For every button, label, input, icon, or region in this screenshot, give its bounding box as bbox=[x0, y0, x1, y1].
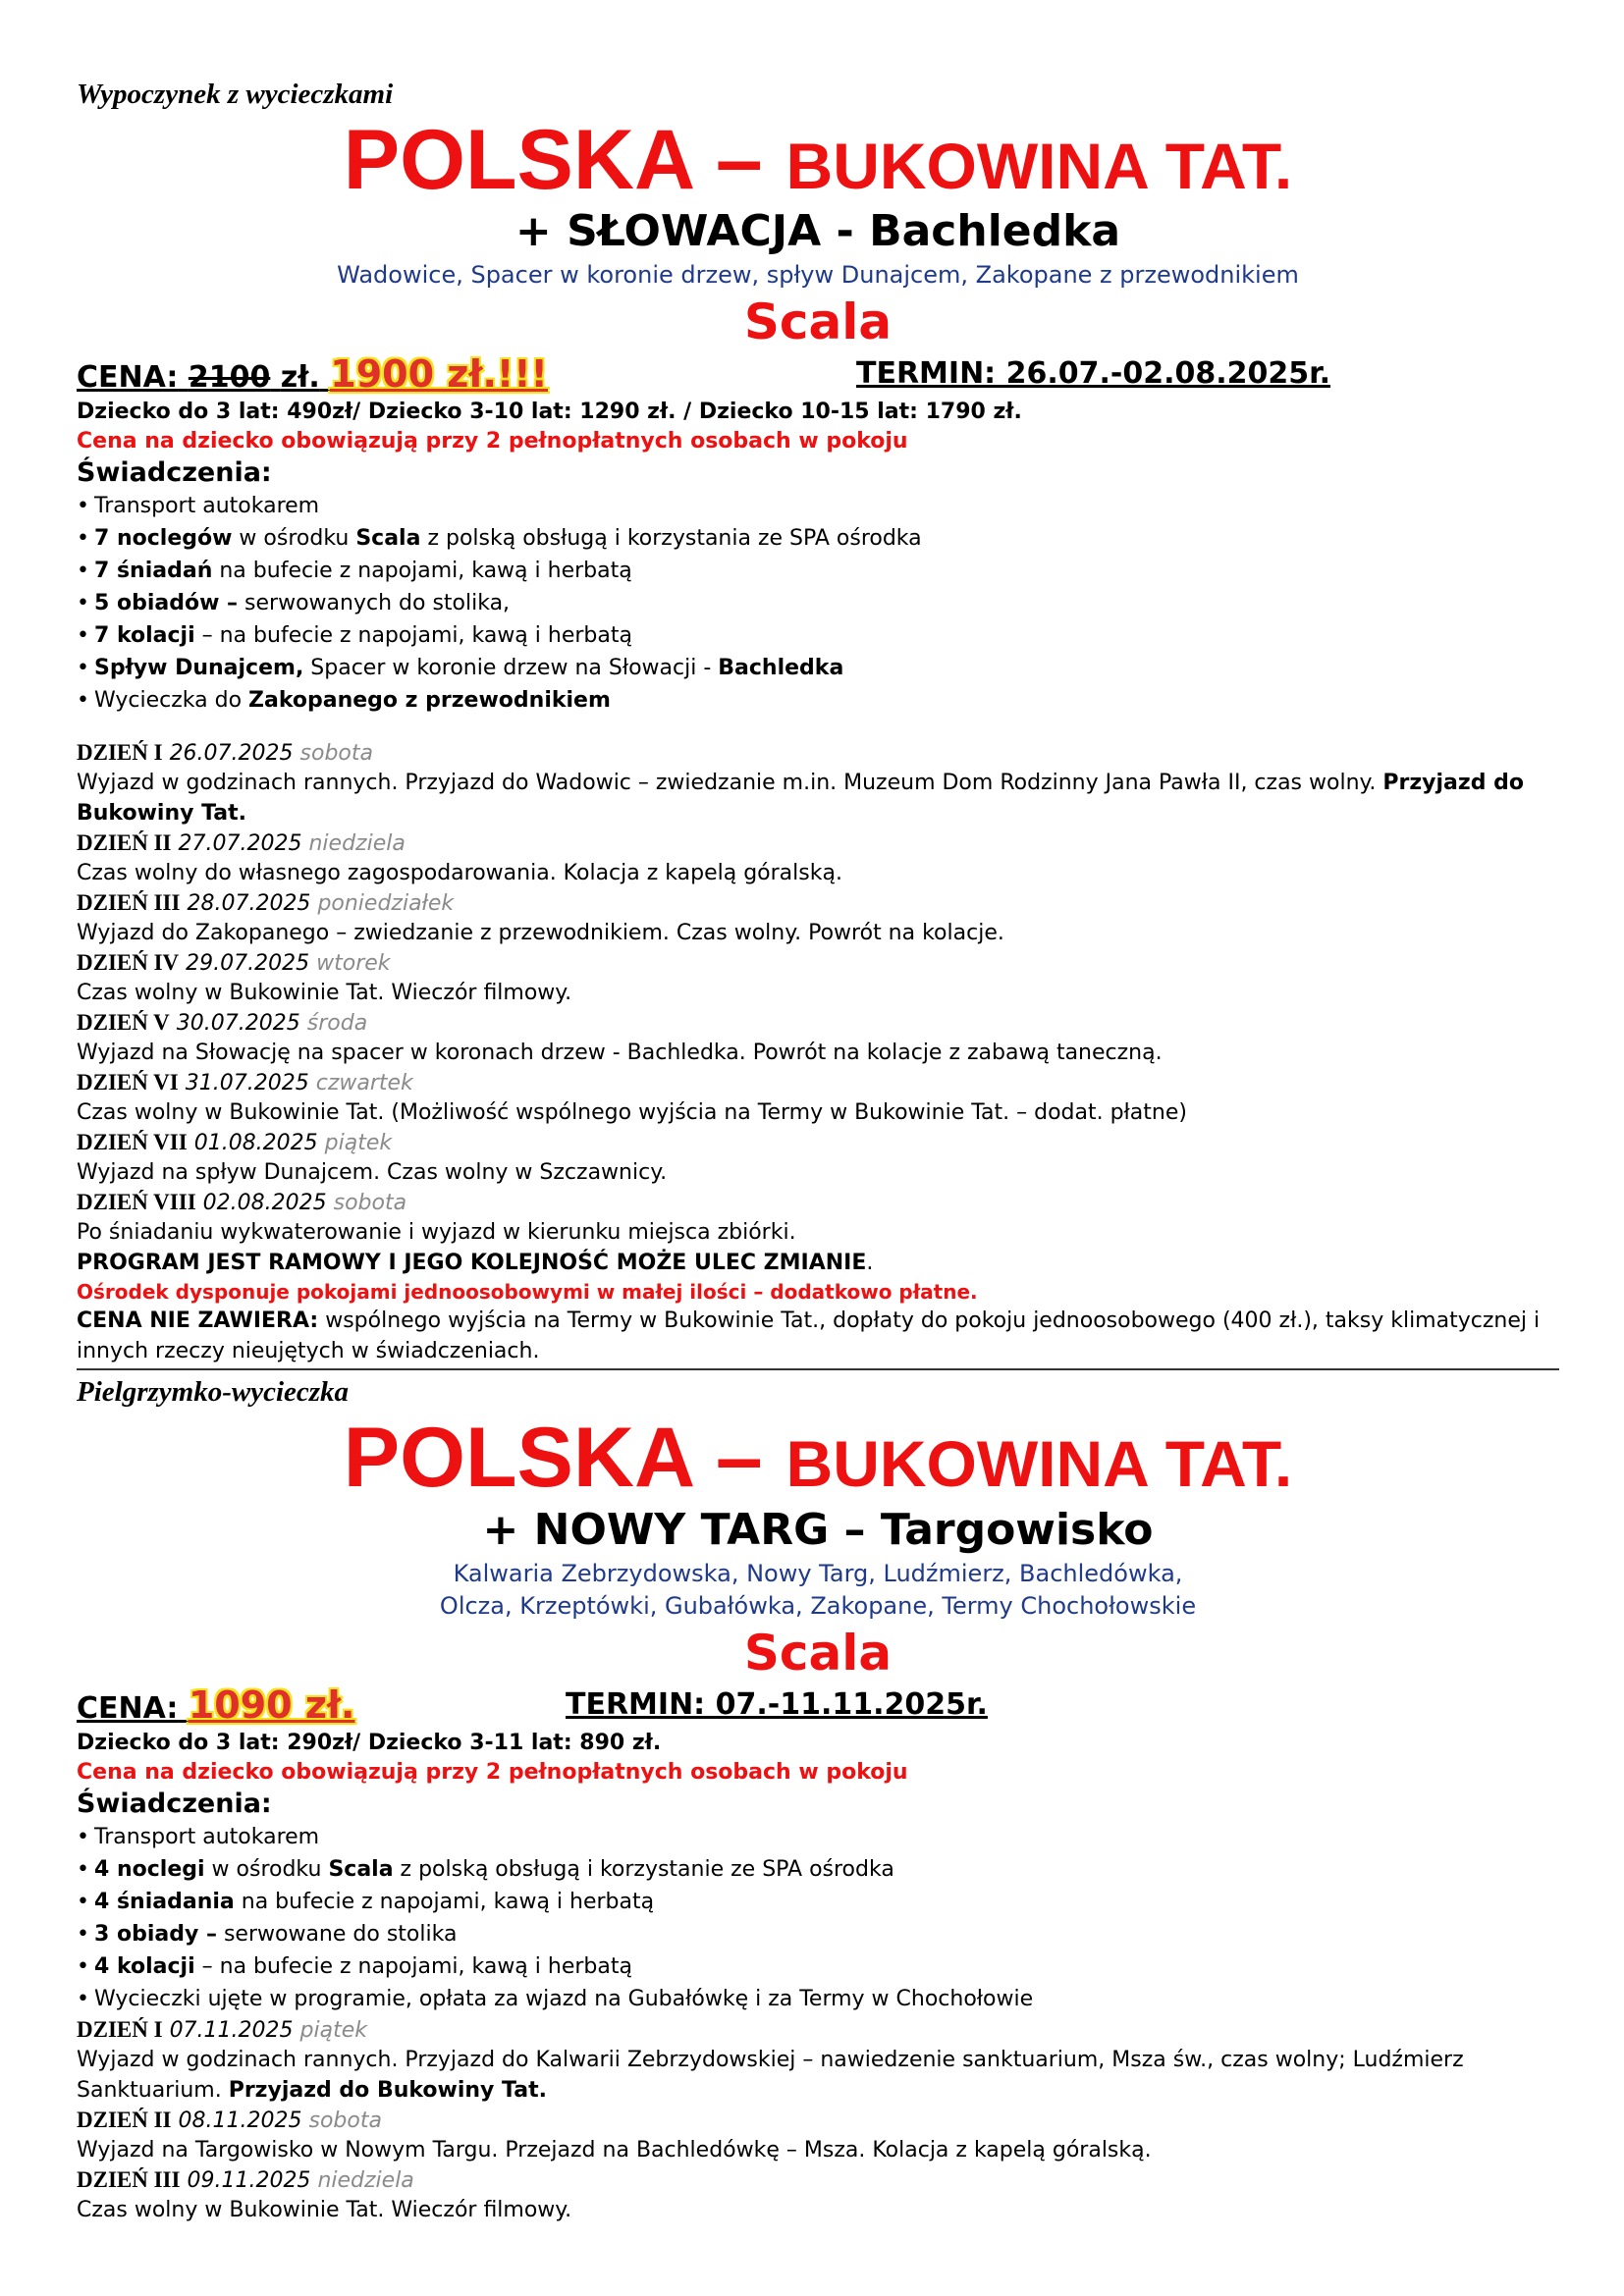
day-block bbox=[77, 2165, 1559, 2225]
offer-1-title-country: POLSKA – bbox=[343, 113, 786, 207]
day-weekday: czwartek bbox=[315, 1071, 413, 1096]
day-date: 28.07.2025 bbox=[187, 891, 311, 917]
day-description: Wyjazd na spływ Dunajcem. Czas wolny w Szczawnicy. bbox=[77, 1160, 668, 1186]
day-date: 29.07.2025 bbox=[186, 951, 310, 977]
offer-1-price-row bbox=[77, 352, 1559, 398]
list-item: • Wycieczki ujęte w programie, opłata za wjazd na Gubałówkę i za Termy w Chochołowie bbox=[77, 1983, 1559, 2015]
day-description: Czas wolny w Bukowinie Tat. (Możliwość wspólnego wyjścia na Termy w Bukowinie Tat. – dodat. płatne) bbox=[77, 1100, 1187, 1126]
day-date: 26.07.2025 bbox=[169, 741, 294, 767]
day-name: DZIEŃ V bbox=[77, 1010, 170, 1036]
day-name: DZIEŃ VI bbox=[77, 1070, 179, 1095]
program-note: PROGRAM JEST RAMOWY I JEGO KOLEJNOŚĆ MOŻE ULEC ZMIANIE. bbox=[77, 1251, 874, 1276]
day-block bbox=[77, 948, 1559, 1008]
list-item: • 3 obiady – serwowane do stolika bbox=[77, 1918, 1559, 1950]
bullet-icon: • bbox=[77, 656, 89, 681]
offer-1-benefits-list bbox=[77, 490, 1559, 717]
day-date: 01.08.2025 bbox=[193, 1131, 318, 1156]
price-exclusions bbox=[77, 1306, 1559, 1366]
day-weekday: środa bbox=[306, 1011, 368, 1037]
day-description: Wyjazd na Targowisko w Nowym Targu. Przejazd na Bachledówkę – Msza. Kolacja z kapelą góralską. bbox=[77, 2137, 1152, 2163]
old-price: 2100 bbox=[188, 360, 271, 396]
day-date: 31.07.2025 bbox=[185, 1071, 309, 1096]
day-date: 02.08.2025 bbox=[202, 1191, 327, 1216]
day-block bbox=[77, 1128, 1559, 1188]
day-weekday: sobota bbox=[308, 2108, 382, 2133]
offer-1-child-price-note: Cena na dziecko obowiązują przy 2 pełnopłatnych osobach w pokoju bbox=[77, 429, 908, 454]
day-name: DZIEŃ VIII bbox=[77, 1190, 196, 1215]
day-block bbox=[77, 1188, 1559, 1248]
list-item: • Transport autokarem bbox=[77, 490, 1559, 522]
offer-1-subtitle: + SŁOWACJA - Bachledka bbox=[514, 206, 1121, 257]
day-weekday: piątek bbox=[299, 2017, 367, 2043]
old-price-unit: zł. bbox=[280, 360, 320, 396]
list-item: • 4 śniadania na bufecie z napojami, kawą i herbatą bbox=[77, 1886, 1559, 1918]
day-description: Wyjazd do Zakopanego – zwiedzanie z przewodnikiem. Czas wolny. Powrót na kolacje. bbox=[77, 921, 1004, 946]
list-item: • Transport autokarem bbox=[77, 1821, 1559, 1853]
list-item: • Wycieczka do Zakopanego z przewodnikiem bbox=[77, 684, 1559, 717]
bullet-icon: • bbox=[77, 591, 89, 616]
offer-2-places-line: Kalwaria Zebrzydowska, Nowy Targ, Ludźmierz, Bachledówka, bbox=[453, 1559, 1183, 1587]
offer-2-term: TERMIN: 07.-11.11.2025r. bbox=[566, 1686, 988, 1722]
offer-2-hotel: Scala bbox=[743, 1624, 893, 1682]
day-block bbox=[77, 888, 1559, 948]
bullet-icon: • bbox=[77, 1986, 89, 2011]
offer-2-title-country: POLSKA – bbox=[343, 1411, 786, 1506]
offer-2-title-destination: BUKOWINA TAT. bbox=[785, 1427, 1293, 1501]
offer-1-child-prices: Dziecko do 3 lat: 490zł/ Dziecko 3-10 lat: 1290 zł. / Dziecko 10-15 lat: 1790 zł. bbox=[77, 400, 1022, 425]
day-description: Wyjazd na Słowację na spacer w koronach drzew - Bachledka. Powrót na kolacje z zabawą taneczną. bbox=[77, 1041, 1163, 1066]
offer-2-subtitle: + NOWY TARG – Targowisko bbox=[482, 1504, 1154, 1555]
day-name: DZIEŃ III bbox=[77, 2166, 181, 2192]
day-highlight: Przyjazd do Bukowiny Tat. bbox=[228, 2077, 547, 2103]
document-page bbox=[77, 77, 1559, 2225]
day-weekday: poniedziałek bbox=[317, 891, 455, 917]
offer-1-places-line: Wadowice, Spacer w koronie drzew, spływ Dunajcem, Zakopane z przewodnikiem bbox=[337, 261, 1299, 290]
offer-2 bbox=[77, 1374, 1559, 2224]
offer-1-category: Wypoczynek z wycieczkami bbox=[77, 79, 394, 110]
day-name: DZIEŃ I bbox=[77, 740, 163, 766]
offer-2-benefits-list bbox=[77, 1821, 1559, 2015]
bullet-icon: • bbox=[77, 526, 89, 552]
offer-1-title bbox=[77, 113, 1559, 207]
day-description: Wyjazd w godzinach rannych. Przyjazd do Kalwarii Zebrzydowskiej – nawiedzenie sanktuarium, Msza św., czas wolny; Ludźmierz Sanktuarium. bbox=[77, 2047, 1464, 2103]
new-price: 1090 zł. bbox=[188, 1682, 355, 1727]
day-date: 07.11.2025 bbox=[169, 2017, 294, 2043]
day-date: 08.11.2025 bbox=[178, 2108, 302, 2133]
offer-1-term: TERMIN: 26.07.-02.08.2025r. bbox=[856, 356, 1331, 392]
bullet-icon: • bbox=[77, 1824, 89, 1849]
bullet-icon: • bbox=[77, 1953, 89, 1979]
offer-2-places-line: Olcza, Krzeptówki, Gubałówka, Zakopane, Termy Chochołowskie bbox=[439, 1591, 1197, 1620]
day-date: 09.11.2025 bbox=[187, 2167, 311, 2193]
new-price: 1900 zł.!!! bbox=[330, 352, 548, 397]
offer-2-price bbox=[77, 1683, 355, 1731]
offer-2-benefits-title: Świadczenia: bbox=[77, 1788, 272, 1819]
day-block bbox=[77, 2015, 1559, 2106]
exclusions-label: CENA NIE ZAWIERA: bbox=[77, 1308, 319, 1334]
day-name: DZIEŃ III bbox=[77, 890, 181, 916]
bullet-icon: • bbox=[77, 1856, 89, 1882]
day-block bbox=[77, 2106, 1559, 2165]
offer-2-child-prices: Dziecko do 3 lat: 290zł/ Dziecko 3-11 lat: 890 zł. bbox=[77, 1730, 662, 1755]
day-description: Wyjazd w godzinach rannych. Przyjazd do Wadowic – zwiedzanie m.in. Muzeum Dom Rodzinny Jana Pawła II, czas wolny. bbox=[77, 771, 1383, 796]
offer-1-places bbox=[77, 259, 1559, 292]
offer-1-hotel: Scala bbox=[743, 294, 893, 351]
day-block bbox=[77, 1068, 1559, 1128]
list-item: • 7 śniadań na bufecie z napojami, kawą i herbatą bbox=[77, 555, 1559, 587]
offer-2-child-price-note: Cena na dziecko obowiązują przy 2 pełnopłatnych osobach w pokoju bbox=[77, 1759, 908, 1785]
bullet-icon: • bbox=[77, 1889, 89, 1914]
offer-2-title bbox=[77, 1411, 1559, 1506]
day-description: Czas wolny do własnego zagospodarowania. Kolacja z kapelą góralską. bbox=[77, 861, 842, 886]
single-room-note: Ośrodek dysponuje pokojami jednoosobowymi w małej ilości – dodatkowo płatne. bbox=[77, 1280, 978, 1305]
day-weekday: wtorek bbox=[316, 951, 391, 977]
list-item: • 5 obiadów – serwowanych do stolika, bbox=[77, 587, 1559, 619]
day-weekday: sobota bbox=[333, 1191, 407, 1216]
day-weekday: piątek bbox=[324, 1131, 393, 1156]
offer-1-title-destination: BUKOWINA TAT. bbox=[785, 130, 1293, 202]
list-item: • 4 kolacji – na bufecie z napojami, kawą i herbatą bbox=[77, 1950, 1559, 1983]
bullet-icon: • bbox=[77, 688, 89, 714]
day-name: DZIEŃ II bbox=[77, 830, 172, 856]
day-name: DZIEŃ I bbox=[77, 2016, 163, 2042]
offer-1 bbox=[77, 77, 1559, 1366]
list-item: • 4 noclegi w ośrodku Scala z polską obsługą i korzystanie ze SPA ośrodka bbox=[77, 1853, 1559, 1886]
bullet-icon: • bbox=[77, 1921, 89, 1947]
list-item: • 7 kolacji – na bufecie z napojami, kawą i herbatą bbox=[77, 619, 1559, 652]
offer-2-itinerary bbox=[77, 2015, 1559, 2225]
day-highlight: Przyjazd do Bukowiny Tat. bbox=[77, 771, 1524, 827]
day-block bbox=[77, 828, 1559, 888]
day-block bbox=[77, 1008, 1559, 1068]
list-item: • Spływ Dunajcem, Spacer w koronie drzew na Słowacji - Bachledka bbox=[77, 652, 1559, 684]
exclusions-text: wspólnego wyjścia na Termy w Bukowinie Tat., dopłaty do pokoju jednoosobowego (400 zł.), taksy klimatycznej i innych rzeczy nieujętych w świadczeniach. bbox=[77, 1308, 1541, 1364]
day-description: Po śniadaniu wykwaterowanie i wyjazd w kierunku miejsca zbiórki. bbox=[77, 1220, 796, 1246]
day-date: 27.07.2025 bbox=[178, 831, 302, 857]
bullet-icon: • bbox=[77, 559, 89, 584]
offer-1-itinerary bbox=[77, 738, 1559, 1248]
day-weekday: niedziela bbox=[308, 831, 406, 857]
offer-2-price-row bbox=[77, 1683, 1559, 1729]
list-item: • 7 noclegów w ośrodku Scala z polską obsługą i korzystania ze SPA ośrodka bbox=[77, 522, 1559, 555]
day-date: 30.07.2025 bbox=[176, 1011, 300, 1037]
bullet-icon: • bbox=[77, 494, 89, 519]
day-weekday: niedziela bbox=[317, 2167, 414, 2193]
price-label: CENA: bbox=[77, 1690, 179, 1726]
day-name: DZIEŃ II bbox=[77, 2107, 172, 2132]
bullet-icon: • bbox=[77, 623, 89, 649]
day-weekday: sobota bbox=[299, 741, 373, 767]
price-label: CENA: bbox=[77, 360, 179, 396]
offer-1-benefits-title: Świadczenia: bbox=[77, 457, 272, 489]
day-description: Czas wolny w Bukowinie Tat. Wieczór filmowy. bbox=[77, 981, 572, 1006]
day-description: Czas wolny w Bukowinie Tat. Wieczór filmowy. bbox=[77, 2197, 572, 2222]
section-divider bbox=[77, 1368, 1559, 1370]
offer-2-places bbox=[77, 1558, 1559, 1623]
offer-2-category: Pielgrzymko-wycieczka bbox=[77, 1376, 350, 1409]
day-name: DZIEŃ IV bbox=[77, 950, 180, 976]
offer-1-price bbox=[77, 352, 548, 400]
day-name: DZIEŃ VII bbox=[77, 1130, 188, 1155]
day-block bbox=[77, 738, 1559, 828]
